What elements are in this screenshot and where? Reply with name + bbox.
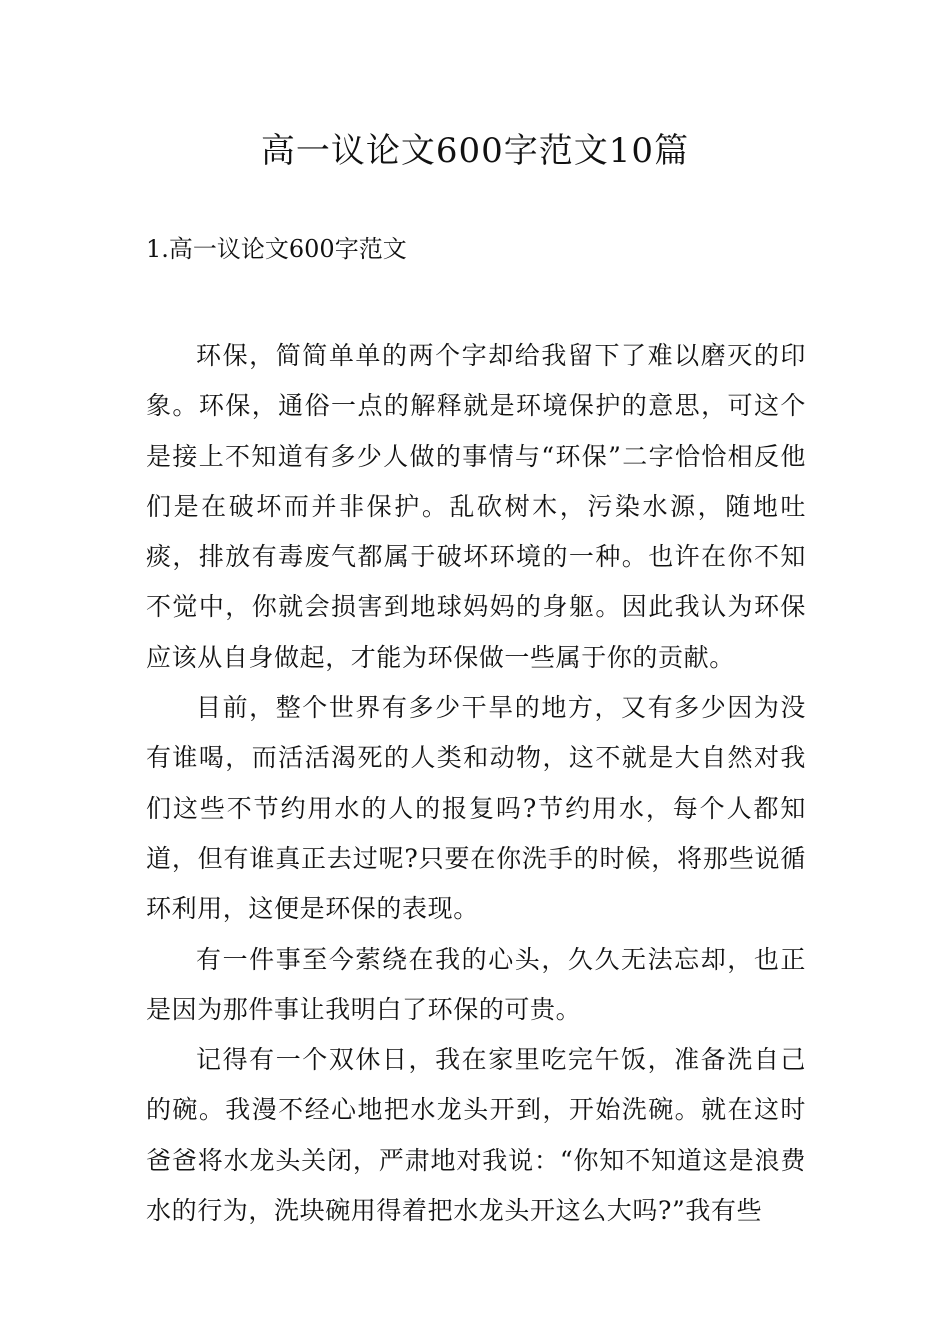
section-heading: 1.高一议论文600字范文 (146, 235, 407, 263)
paragraph-1: 环保，简简单单的两个字却给我留下了难以磨灭的印象。环保，通俗一点的解释就是环境保护的意思，可这个是接上不知道有多少人做的事情与“环保”二字恰恰相反他们是在破坏而并非保护。乱砍树木，污染水源，随地吐痰，排放有毒废气都属于破坏环境的一种。也许在你不知不觉中，你就会损害到地球妈妈的身躯。因此我认为环保应该从自身做起，才能为环保做一些属于你的贡献。 (146, 341, 806, 672)
paragraph-2: 目前，整个世界有多少干旱的地方，又有多少因为没有谁喝，而活活渴死的人类和动物，这不就是大自然对我们这些不节约用水的人的报复吗?节约用水，每个人都知道，但有谁真正去过呢?只要在你洗手的时候，将那些说循环利用，这便是环保的表现。 (146, 693, 806, 924)
essay-body (146, 331, 806, 1236)
paragraph-4: 记得有一个双休日，我在家里吃完午饭，准备洗自己的碗。我漫不经心地把水龙头开到，开始洗碗。就在这时爸爸将水龙头关闭，严肃地对我说：“你知不知道这是浪费水的行为，洗块碗用得着把水龙头开这么大吗?”我有些 (146, 1045, 806, 1226)
paragraph-3: 有一件事至今萦绕在我的心头，久久无法忘却，也正是因为那件事让我明白了环保的可贵。 (146, 944, 806, 1024)
document-title: 高一议论文600字范文10篇 (260, 131, 690, 171)
